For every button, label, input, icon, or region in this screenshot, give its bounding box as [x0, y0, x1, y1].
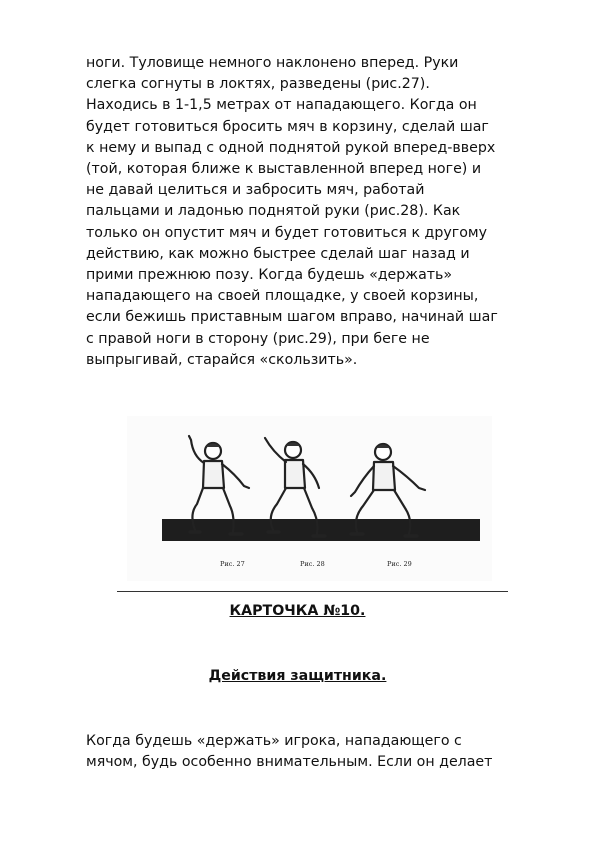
text-line: нападающего на своей площадке, у своей корзины,: [86, 288, 479, 305]
text-line: к нему и выпад с одной поднятой рукой вперед-вверх: [86, 139, 496, 156]
text-line: ноги. Туловище немного наклонено вперед. Руки: [86, 55, 459, 71]
illustration-background: [127, 416, 492, 581]
text-line: если бежишь приставным шагом вправо, начинай шаг: [86, 309, 498, 326]
text-line: прими прежнюю позу. Когда будешь «держать»: [86, 267, 453, 284]
defender-stance-illustration: [127, 416, 492, 581]
figure-caption: Рис. 28: [300, 560, 325, 568]
text-line: будет готовиться бросить мяч в корзину, сделай шаг: [86, 118, 489, 135]
body-paragraph: [86, 731, 546, 773]
card-title: КАРТОЧКА №10.: [229, 603, 366, 619]
text-line: выпрыгивай, старайся «скользить».: [86, 351, 358, 368]
figure-caption: Рис. 27: [220, 560, 245, 568]
text-line: мячом, будь особенно внимательным. Если он делает: [86, 754, 493, 771]
separator-line: [117, 591, 508, 592]
text-line: действию, как можно быстрее сделай шаг назад и: [86, 245, 470, 262]
text-line: только он опустит мяч и будет готовиться к другому: [86, 224, 487, 241]
text-line: не давай целиться и забросить мяч, работай: [86, 182, 425, 199]
text-line: с правой ноги в сторону (рис.29), при беге не: [86, 330, 430, 347]
body-paragraph: [86, 53, 546, 371]
text-line: Когда будешь «держать» игрока, нападающего с: [86, 733, 462, 749]
text-line: пальцами и ладонью поднятой руки (рис.28). Как: [86, 203, 461, 220]
text-line: Находись в 1-1,5 метрах от нападающего. Когда он: [86, 97, 477, 114]
section-title: Действия защитника.: [208, 668, 387, 684]
figure-caption: Рис. 29: [387, 560, 412, 568]
text-line: (той, которая ближе к выставленной вперед ноге) и: [86, 161, 482, 178]
text-line: слегка согнуты в локтях, разведены (рис.27).: [86, 76, 430, 93]
